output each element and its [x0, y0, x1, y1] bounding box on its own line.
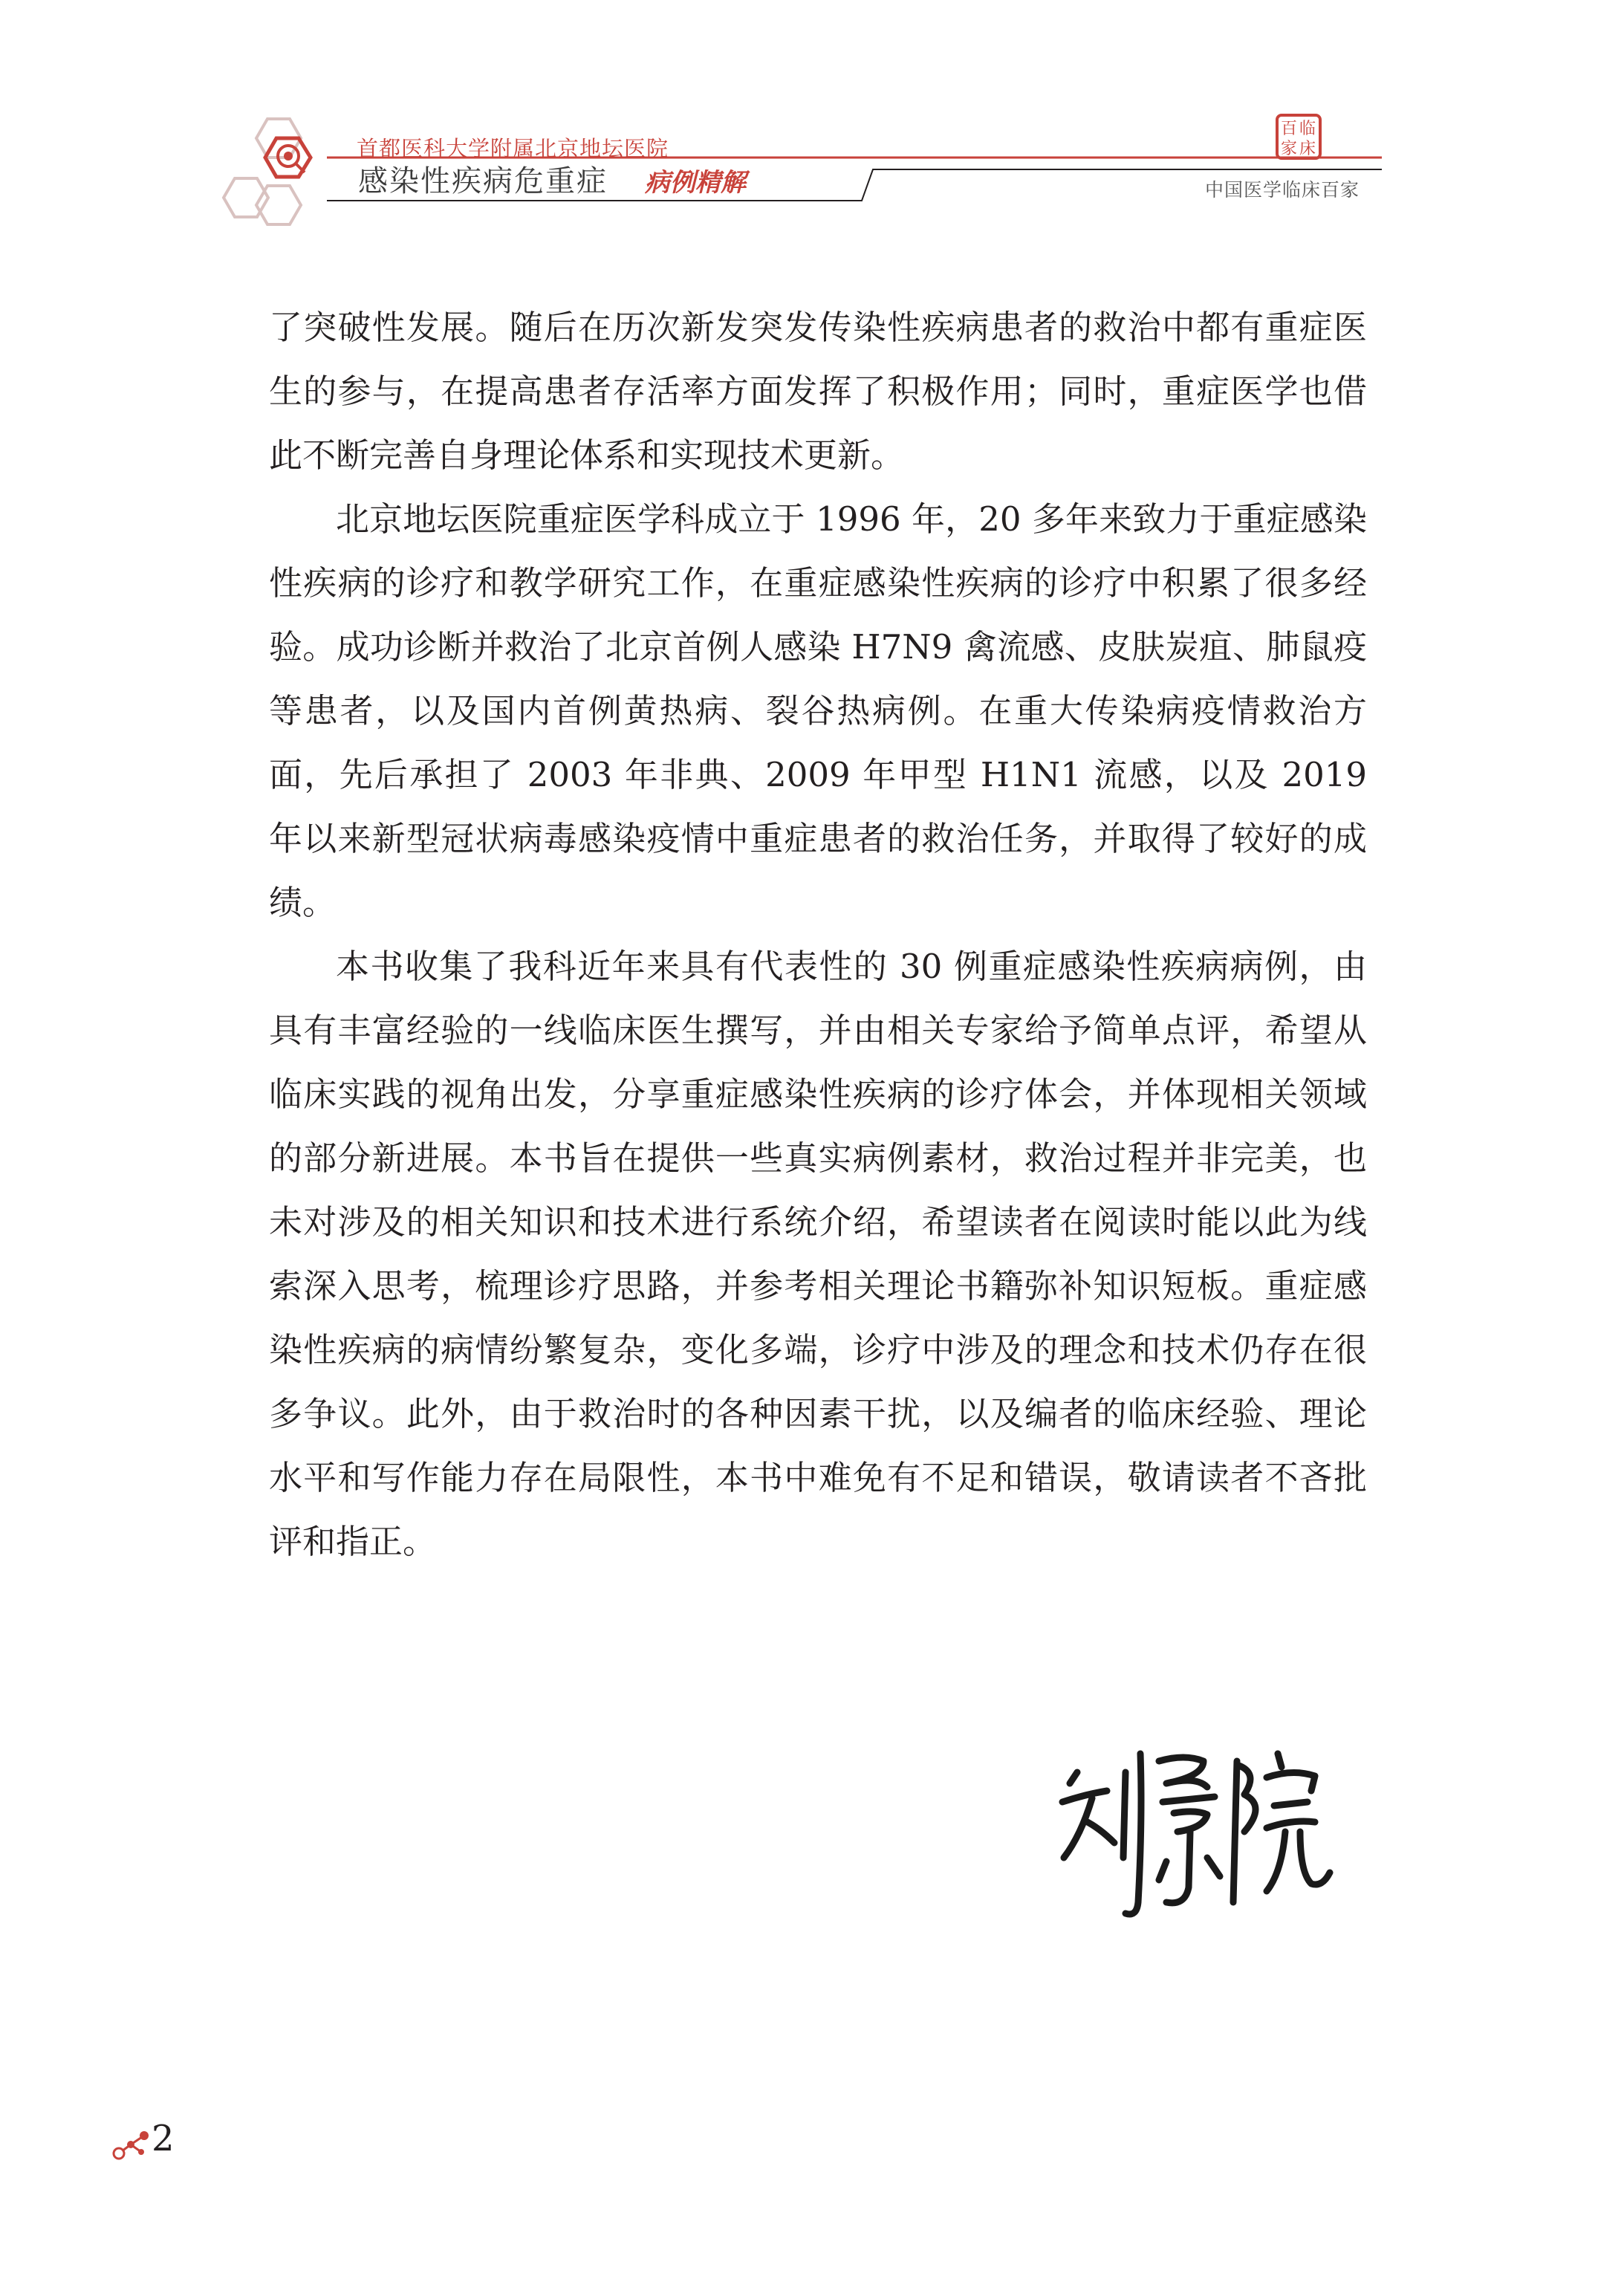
series-name: 中国医学临床百家: [1204, 179, 1360, 201]
svg-text:百: 百: [1281, 120, 1298, 138]
svg-text:床: 床: [1299, 140, 1316, 158]
author-signature: [1055, 1731, 1337, 1947]
paragraph: 本书收集了我科近年来具有代表性的 30 例重症感染性疾病病例，由具有丰富经验的一线临床医生撰写，并由相关专家给予简单点评，希望从临床实践的视角出发，分享重症感染性疾病的诊疗体会，并体现相关领域的部分新进展。本书旨在提供一些真实病例素材，救治过程并非完美，也未对涉及的相关知识和技术进行系统介绍，希望读者在阅读时能以此为线索深入思考，梳理诊疗思路，并参考相关理论书籍弥补知识短板。重症感染性疾病的病情纷繁复杂，变化多端，诊疗中涉及的理念和技术仍存在很多争议。此外，由于救治时的各种因素干扰，以及编者的临床经验、理论水平和写作能力存在局限性，本书中难免有不足和错误，敬请读者不吝批评和指正。: [269, 947, 1367, 1561]
series-seal-logo: [1275, 113, 1322, 161]
paragraph: 北京地坛医院重症医学科成立于 1996 年，20 多年来致力于重症感染性疾病的诊疗和教学研究工作，在重症感染性疾病的诊疗中积累了很多经验。成功诊断并救治了北京首例人感染 H7N9 禽流感、皮肤炭疽、肺鼠疫等患者，以及国内首例黄热病、裂谷热病例。在重大传染病疫情救治方面，先后承担了 2003 年非典、2009 年甲型 H1N1 流感，以及 2019 年以来新型冠状病毒感染疫情中重症患者的救治任务，并取得了较好的成绩。: [269, 499, 1367, 922]
page-number: 2: [152, 2118, 175, 2159]
book-title: 感染性疾病危重症: [358, 164, 608, 198]
main-text: [269, 296, 1367, 1574]
page-header: [0, 0, 1624, 245]
svg-text:家: 家: [1281, 140, 1298, 158]
book-subtitle: 病例精解: [645, 168, 746, 198]
molecule-icon: [111, 2128, 153, 2161]
paragraph: 了突破性发展。随后在历次新发突发传染性疾病患者的救治中都有重症医生的参与，在提高患者存活率方面发挥了积极作用；同时，重症医学也借此不断完善自身理论体系和实现技术更新。: [269, 308, 1367, 475]
institution-name: 首都医科大学附属北京地坛医院: [357, 136, 669, 161]
header-decoration: [0, 0, 1624, 245]
svg-text:临: 临: [1299, 120, 1316, 138]
hexagon-icon: [224, 119, 301, 224]
